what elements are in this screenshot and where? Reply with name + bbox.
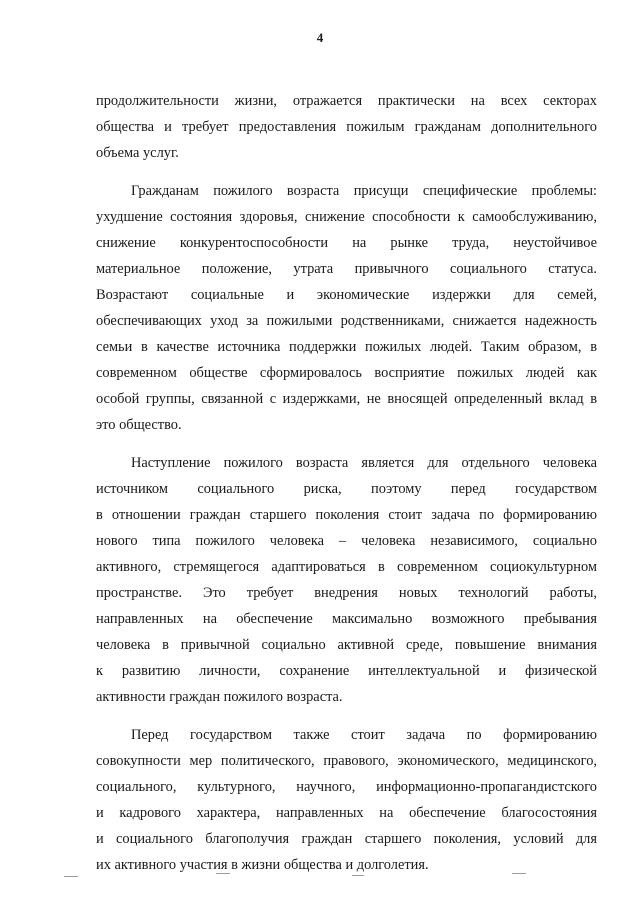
paragraph	[96, 722, 597, 878]
text-line: Наступление пожилого возраста является для отдельного человека	[131, 455, 597, 471]
text-line: материальное положение, утрата привычного социального статуса.	[96, 261, 597, 277]
text-line: их активного участия в жизни общества и долголетия.	[96, 857, 429, 873]
text-line: пространстве. Это требует внедрения новых технологий работы,	[96, 585, 597, 601]
text-line: активного, стремящегося адаптироваться в современном социокультурном	[96, 559, 597, 575]
text-line: объема услуг.	[96, 145, 179, 161]
text-line: общества и требует предоставления пожилым гражданам дополнительного	[96, 119, 597, 135]
text-line: совокупности мер политического, правового, экономического, медицинского,	[96, 753, 597, 769]
paragraph	[96, 450, 597, 710]
scan-artifact	[352, 875, 364, 876]
scan-artifact	[512, 873, 526, 874]
page-number: 4	[316, 30, 324, 45]
text-line: в отношении граждан старшего поколения стоит задача по формированию	[96, 507, 597, 523]
text-line: снижение конкурентоспособности на рынке труда, неустойчивое	[96, 235, 597, 251]
text-line: активности граждан пожилого возраста.	[96, 689, 343, 705]
text-line: социального, культурного, научного, информационно-пропагандистского	[96, 779, 597, 795]
text-line: ухудшение состояния здоровья, снижение способности к самообслуживанию,	[96, 209, 597, 225]
text-line: современном обществе сформировалось восприятие пожилых людей как	[96, 365, 597, 381]
text-line: источником социального риска, поэтому перед государством	[96, 481, 597, 497]
text-line: и кадрового характера, направленных на обеспечение благосостояния	[96, 805, 597, 821]
text-line: Гражданам пожилого возраста присущи специфические проблемы:	[131, 183, 597, 199]
paragraph	[96, 178, 597, 438]
text-line: это общество.	[96, 417, 182, 433]
paragraph	[96, 88, 597, 166]
text-line: обеспечивающих уход за пожилыми родственниками, снижается надежность	[96, 313, 597, 329]
text-line: Перед государством также стоит задача по формированию	[131, 727, 597, 743]
scan-artifact	[216, 873, 230, 874]
text-line: нового типа пожилого человека – человека независимого, социально	[96, 533, 597, 549]
scan-artifact	[64, 876, 78, 877]
document-body	[96, 88, 597, 878]
text-line: человека в привычной социально активной среде, повышение внимания	[96, 637, 597, 653]
text-line: и социального благополучия граждан старшего поколения, условий для	[96, 831, 597, 847]
text-line: семьи в качестве источника поддержки пожилых людей. Таким образом, в	[96, 339, 597, 355]
text-line: Возрастают социальные и экономические издержки для семей,	[96, 287, 597, 303]
text-line: продолжительности жизни, отражается практически на всех секторах	[96, 93, 597, 109]
text-line: к развитию личности, сохранение интеллектуальной и физической	[96, 663, 597, 679]
text-line: особой группы, связанной с издержками, не вносящей определенный вклад в	[96, 391, 597, 407]
text-line: направленных на обеспечение максимально возможного пребывания	[96, 611, 597, 627]
